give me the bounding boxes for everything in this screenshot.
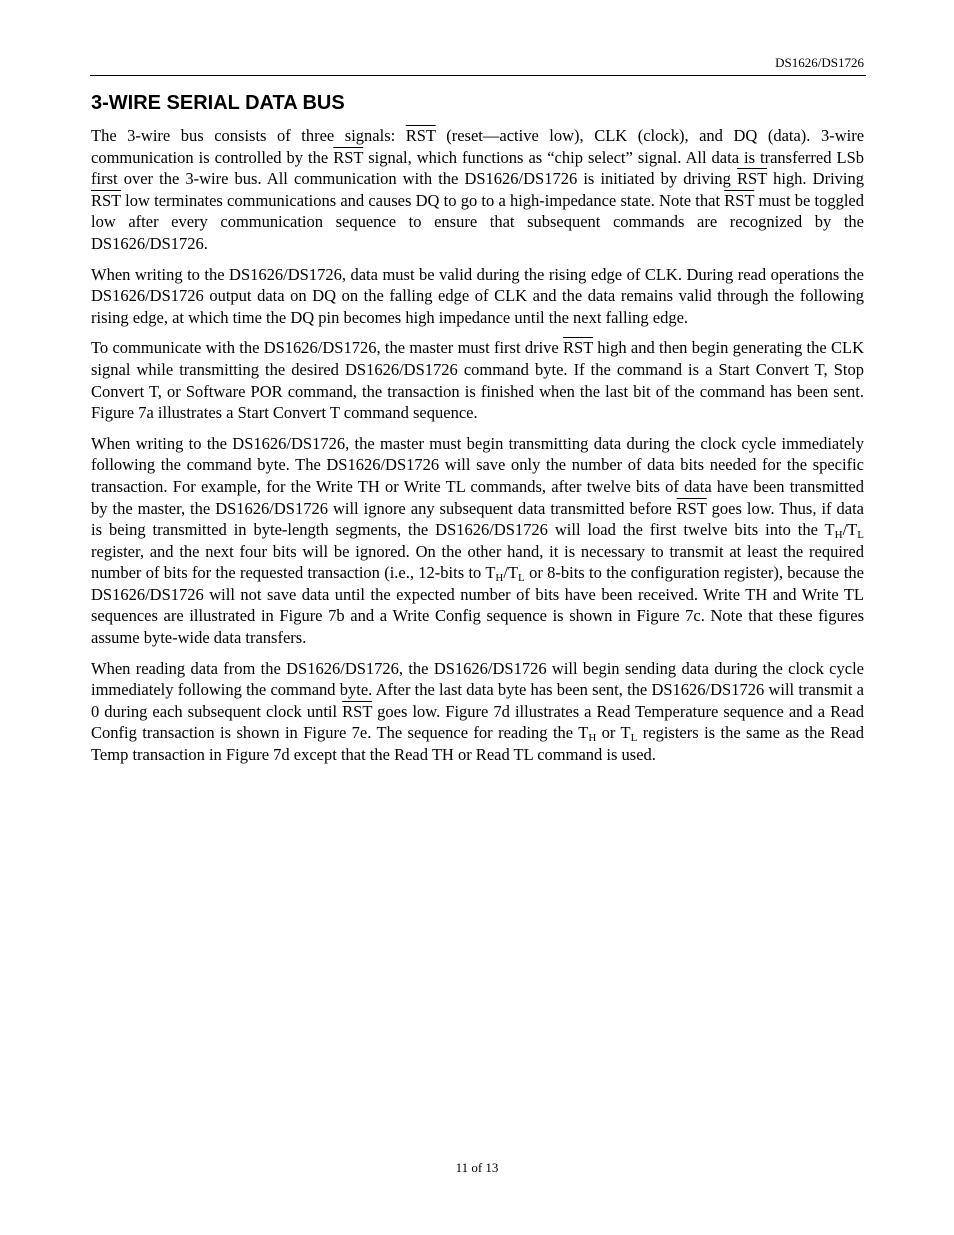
- text-run: register, and the next four bits will be ignored. On the other hand, it is necessary to transmit at least the required number of bits for the requested transaction (i.e., 12-bits to T: [91, 541, 864, 583]
- text-run: or T: [596, 723, 631, 743]
- paragraph-4: [91, 433, 864, 649]
- rst-signal: $\overline{RST}$: [405, 126, 436, 145]
- rst-signal: $\overline{RST}$: [724, 190, 755, 210]
- paragraph-5: [91, 658, 864, 766]
- text-run: high and then begin generating the CLK signal while transmitting the desired DS1626/DS1726 command byte. If the command is a Start Convert T, Stop Convert T, or Software POR command, the transaction is finished when the last bit of the command has been sent. Figure 7a illustrates a Start Convert T command sequence.: [91, 338, 864, 423]
- text-run: goes low. Figure 7d illustrates a Read Temperature sequence and a Read Config transaction is shown in Figure 7e. The sequence for reading the T: [91, 701, 865, 743]
- paragraph-1: [91, 125, 864, 255]
- text-run: To communicate with the DS1626/DS1726, the master must first drive: [91, 338, 564, 358]
- rst-signal: $\overline{RST}$: [333, 147, 364, 167]
- text-run: or 8-bits to the configuration register), because the DS1626/DS1726 will not save data until the expected number of bits have been received. Write TH and Write TL sequences are illustrated in Figure 7b and a Write Config sequence is shown in Figure 7c. Note that these figures assume byte-wide data transfers.: [91, 563, 864, 648]
- paragraph-3: [91, 337, 864, 423]
- page-number: 11 of 13: [455, 1160, 499, 1175]
- text-run: high. Driving: [766, 169, 864, 189]
- subscript-h: H: [588, 732, 597, 745]
- text-run: When writing to the DS1626/DS1726, the master must begin transmitting data during the clock cycle immediately following the command byte. The DS1626/DS1726 will save only the number of data bits needed for the specific transaction. For example, for the Write TH or Write TL commands, after twelve bits of data have been transmitted by the master, the DS1626/DS1726 will ignore any subsequent data transmitted before: [91, 433, 864, 518]
- subscript-l: L: [518, 572, 525, 585]
- rst-signal: $\overline{RST}$: [676, 498, 707, 518]
- header-rule: [90, 75, 866, 76]
- subscript-l: L: [857, 529, 864, 542]
- text-run: must be toggled low after every communication sequence to ensure that subsequent commands are recognized by the DS1626/DS1726.: [91, 190, 865, 253]
- rst-signal: $\overline{RST}$: [91, 190, 121, 210]
- paragraph-2: [91, 264, 864, 329]
- text-run: registers is the same as the Read Temp transaction in Figure 7d except that the Read TH or Read TL command is used.: [91, 723, 864, 765]
- text-run: /T: [842, 520, 858, 540]
- text-run: goes low. Thus, if data is being transmitted in byte-length segments, the DS1626/DS1726 will load the first twelve bits into the T: [91, 498, 864, 540]
- text-run: signal, which functions as “chip select” signal. All data is transferred LSb first over the 3-wire bus. All communication with the DS1626/DS1726 is initiated by driving: [91, 147, 864, 189]
- section-heading: 3-WIRE SERIAL DATA BUS: [91, 92, 345, 114]
- subscript-h: H: [834, 529, 843, 542]
- subscript-l: L: [630, 732, 638, 745]
- text-run: (reset—active low), CLK (clock), and DQ (data). 3-wire communication is controlled by the: [91, 126, 865, 167]
- text-run: low terminates communications and causes DQ to go to a high-impedance state. Note that: [120, 190, 725, 210]
- text-run: /T: [503, 563, 519, 583]
- subscript-h: H: [495, 572, 504, 585]
- text-run: The 3-wire bus consists of three signals:: [91, 126, 406, 145]
- text-run: When writing to the DS1626/DS1726, data must be valid during the rising edge of CLK. During read operations the DS1626/DS1726 output data on DQ on the falling edge of CLK and the data remains valid through the following rising edge, at which time the DQ pin becomes high impedance until the next falling edge.: [91, 264, 864, 327]
- header-doc-id: DS1626/DS1726: [775, 55, 864, 70]
- rst-signal: $\overline{RST}$: [342, 701, 373, 721]
- text-run: When reading data from the DS1626/DS1726, the DS1626/DS1726 will begin sending data during the clock cycle immediately following the command byte. After the last data byte has been sent, the DS1626/DS1726 will transmit a 0 during each subsequent clock until: [91, 658, 864, 721]
- rst-signal: $\overline{RST}$: [737, 169, 767, 189]
- rst-signal: $\overline{RST}$: [563, 338, 593, 358]
- body-text: [91, 125, 864, 775]
